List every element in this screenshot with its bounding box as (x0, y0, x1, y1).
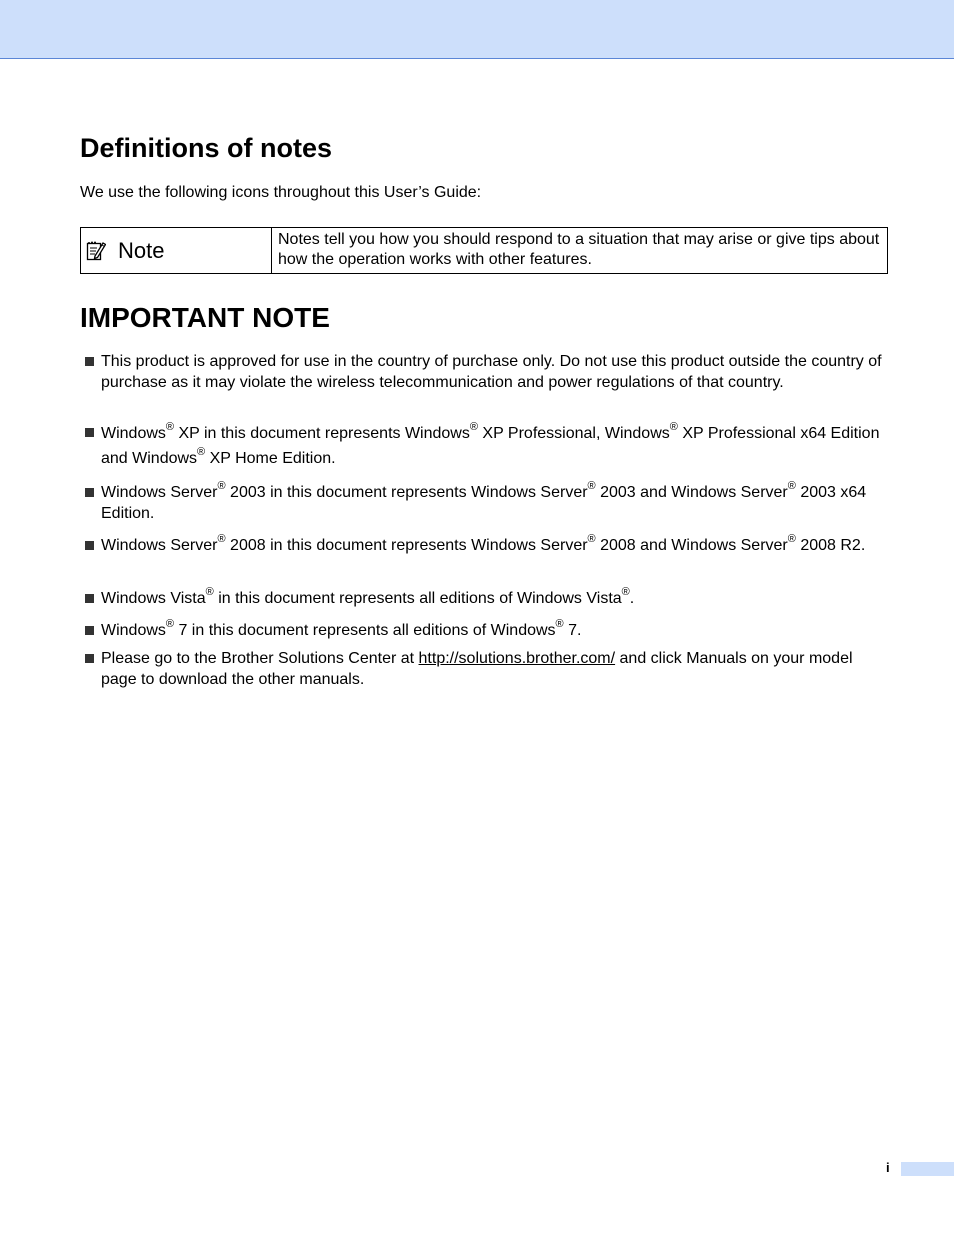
note-description: Notes tell you how you should respond to a situation that may arise or give tips about how the operation works with other features. (278, 231, 880, 268)
bullet-square-icon (85, 428, 94, 437)
solutions-center-link[interactable]: http://solutions.brother.com/ (418, 650, 616, 667)
list-item: Please go to the Brother Solutions Center at http://solutions.brother.com/ and click Manuals on your model page to download the other manuals. (80, 649, 890, 690)
list-item: Windows Vista® in this document represents all editions of Windows Vista®. (80, 589, 890, 610)
header-band (0, 0, 954, 59)
bullet-square-icon (85, 541, 94, 550)
note-definition-table (80, 227, 888, 274)
list-item: Windows Server® 2003 in this document represents Windows Server® 2003 and Windows Server® 2003 x64 Edition. (80, 483, 890, 524)
bullet-square-icon (85, 357, 94, 366)
list-item: Windows Server® 2008 in this document represents Windows Server® 2008 and Windows Server® 2008 R2. (80, 536, 890, 557)
list-item: Windows® XP in this document represents Windows® XP Professional, Windows® XP Professional x64 Edition and Windows® XP Home Edition. (80, 421, 890, 471)
definitions-heading: Definitions of notes (80, 133, 332, 163)
bullet-square-icon (85, 488, 94, 497)
important-note-heading: IMPORTANT NOTE (80, 302, 330, 333)
list-item: This product is approved for use in the country of purchase only. Do not use this product outside the country of purchase as it may violate the wireless telecommunication and power regulations of that country. (80, 352, 890, 393)
list-item: Windows® 7 in this document represents all editions of Windows® 7. (80, 621, 890, 642)
note-pencil-icon (86, 240, 106, 262)
page-tab-marker (901, 1162, 954, 1176)
note-label: Note (118, 237, 165, 263)
bullet-square-icon (85, 594, 94, 603)
intro-text: We use the following icons throughout this User’s Guide: (80, 184, 482, 201)
page-number: i (886, 1160, 890, 1175)
bullet-square-icon (85, 626, 94, 635)
bullet-square-icon (85, 654, 94, 663)
note-label-cell (81, 228, 272, 273)
